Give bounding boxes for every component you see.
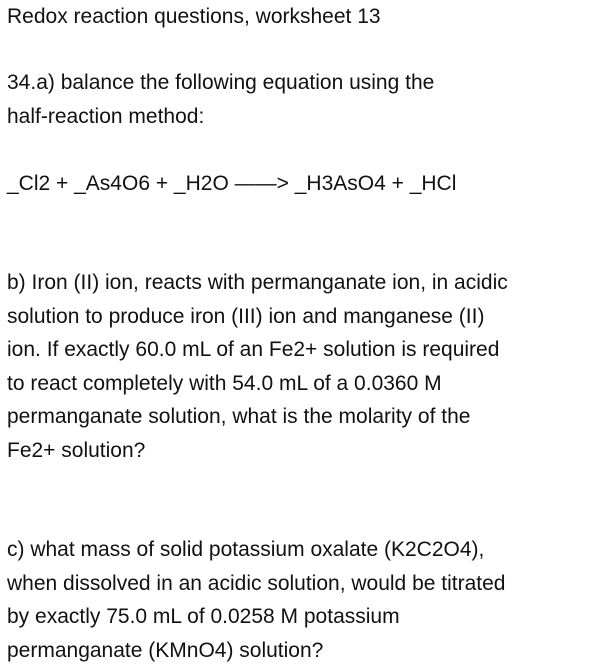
question-b-line: ion. If exactly 60.0 mL of an Fe2+ solution is required (7, 333, 605, 367)
question-b-line: to react completely with 54.0 mL of a 0.0360 M (7, 367, 605, 401)
question-b-line: solution to produce iron (III) ion and manganese (II) (7, 300, 605, 334)
worksheet-title: Redox reaction questions, worksheet 13 (7, 0, 381, 34)
question-c-line: c) what mass of solid potassium oxalate (K2C2O4), (7, 533, 605, 567)
question-b (7, 266, 605, 467)
question-c-line: when dissolved in an acidic solution, would be titrated (7, 567, 605, 601)
question-a-line: 34.a) balance the following equation using the (7, 66, 605, 100)
question-c (7, 533, 605, 667)
question-a (7, 66, 605, 133)
question-b-line: permanganate solution, what is the molarity of the (7, 400, 605, 434)
question-c-line: permanganate (KMnO4) solution? (7, 634, 605, 667)
question-a-line: half-reaction method: (7, 100, 605, 134)
question-b-line: Fe2+ solution? (7, 434, 605, 468)
question-b-line: b) Iron (II) ion, reacts with permanganate ion, in acidic (7, 266, 605, 300)
redox-equation: _Cl2 + _As4O6 + _H2O ——> _H3AsO4 + _HCl (7, 167, 605, 201)
question-c-line: by exactly 75.0 mL of 0.0258 M potassium (7, 600, 605, 634)
